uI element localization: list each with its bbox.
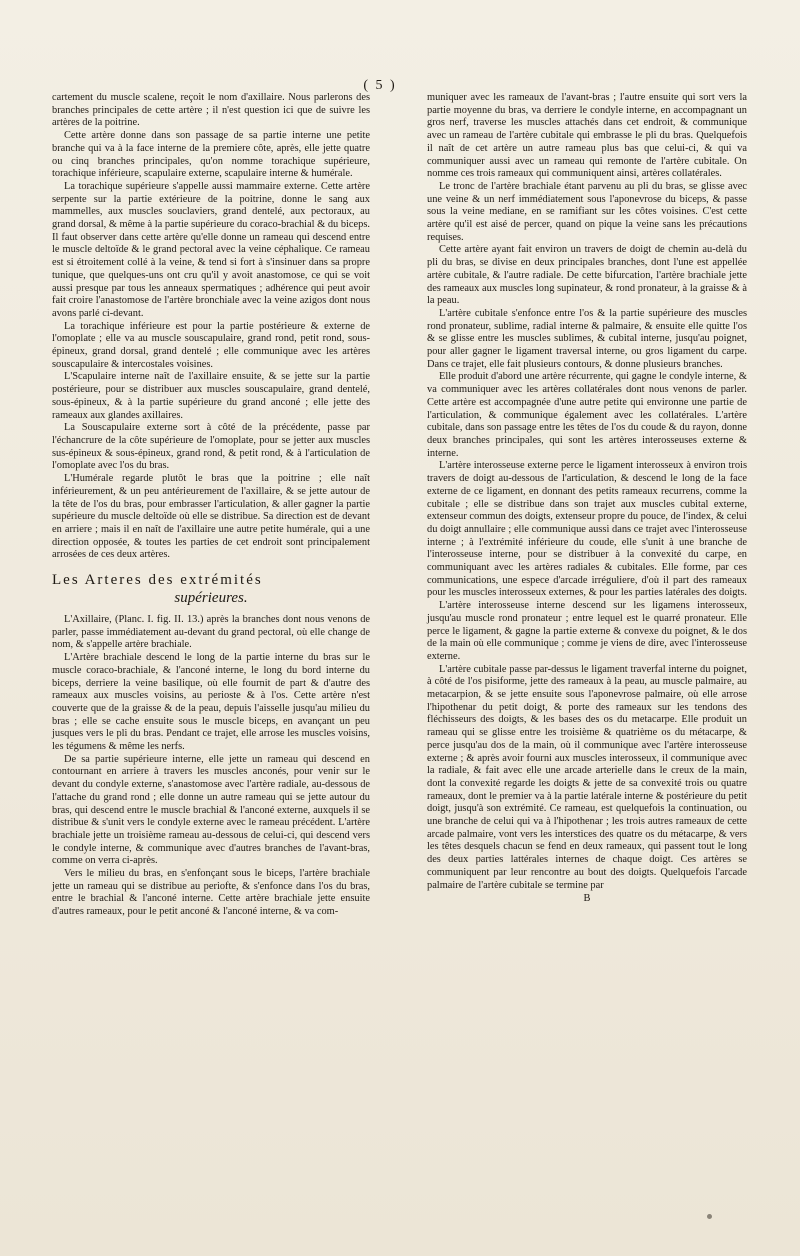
paragraph: muniquer avec les rameaux de l'avant-bras ; l'autre ensuite qui sort vers la partie moyenne du bras, va derriere le condyle interne, en accompagnant un gros nerf, traverse les muscles attachés dans cet endroit, & communique avec un rameau de l'artère cubitale qui embrasse le pli du bras. Quelquefois il naît de cet artère un autre rameau plus bas que celui-ci, & qui va communiquer aussi avec un rameau qui remonte de l'artère cubitale. On nomme ces trois rameaux qui communiquent ainsi, artères collatérales.	[427, 92, 747, 180]
paragraph: La Souscapulaire externe sort à côté de la précédente, passe par l'échancrure de la côte supérieure de l'omoplate, pour se jetter aux muscles sus-épineux & sous-épineux, grand rond, & petit rond, & à l'articulation de l'omoplate avec l'os du bras.	[52, 422, 370, 472]
paragraph: L'Artère brachiale descend le long de la partie interne du bras sur le muscle coraco-brachiale, & l'anconé interne, le long du bord interne du biceps, derriere la veine basilique, où elle fournit de part & d'autre des rameaux aux muscles voisins, au perioste & à l'os. Cette artère n'est couverte que de la graisse & de la peau, depuis l'aisselle jusqu'au milieu du bras ; elle se cache ensuite sous le muscle biceps, en avançant un peu jusques vers le pli du bras. Pendant ce trajet, elle arrose les muscles voisins, les tégumens & même les nerfs.	[52, 652, 370, 753]
paragraph: Cette artère ayant fait environ un travers de doigt de chemin au-delà du pli du bras, se divise en deux principales branches, dont l'une est appellée artère cubitale, & l'autre radiale. De cette bifurcation, l'artère brachiale jette des rameaux aux muscles long supinateur, & rond pronateur, à la graisse & à la peau.	[427, 244, 747, 307]
paragraph: Vers le milieu du bras, en s'enfonçant sous le biceps, l'artère brachiale jette un rameau qui se distribue au periofte, & s'enfonce dans l'os du bras, entre le brachial & l'anconé interne. Cette artère brachiale jette ensuite d'autres rameaux, pour le petit anconé & l'anconé interne, & va com-	[52, 868, 370, 918]
paragraph: De sa partie supérieure interne, elle jette un rameau qui descend en contournant en arriere à travers les muscles anconés, pour venir sur le devant du condyle externe, s'anastomose avec l'artère radiale, au-dessous de l'attache du grand rond ; elle donne un autre rameau qui se jette autour du bras, qui descend entre le muscle brachial & l'anconé externe, auxquels il se distribue & s'unit vers le condyle externe avec le rameau précédent. L'artère brachiale jette un troisième rameau au-dessous de celui-ci, qui descend vers le condyle interne, & communique avec d'autres branches de l'avant-bras, comme on verra ci-après.	[52, 753, 370, 867]
section-heading: Les Arteres des extrémités	[52, 572, 263, 589]
paragraph: cartement du muscle scalene, reçoit le nom d'axillaire. Nous parlerons des branches principales de cette artère ; il n'est question ici que de suivre les artères de la poitrine.	[52, 92, 370, 129]
paragraph: Cette artère donne dans son passage de sa partie interne une petite branche qui va à la face interne de la premiere côte, après, elle jette quatre ou cinq branches principales, qu'on nomme torachique supérieure, torachique inférieure, scapulaire externe, scapulaire interne & humérale.	[52, 130, 370, 180]
paragraph: L'artère interosseuse interne descend sur les ligamens interosseux, jusqu'au muscle rond pronateur ; entre lequel est le quarré pronateur. Elle perce le ligament, & gagne la partie externe & convexe du poignet, & le dos de la main où elle communique ; comme je viens de dire, avec l'interosseuse externe.	[427, 600, 747, 662]
left-column	[52, 92, 370, 919]
paragraph: L'Scapulaire interne naît de l'axillaire ensuite, & se jette sur la partie postérieure, pour se distribuer aux muscles souscapulaire, grand dentelé, sous-épineux, & à la partie supérieure du grand anconé ; elle jette des rameaux aux glandes axillaires.	[52, 371, 370, 421]
paragraph: L'artère cubitale s'enfonce entre l'os & la partie supérieure des muscles rond pronateur, sublime, radial interne & palmaire, & ensuite elle quitte l'os & se glisse entre les muscles sublimes, & cubital interne, jusqu'au poignet, pour aller gagner le ligament traversal interne, ou gros ligament du carpe. Dans ce trajet, elle fait plusieurs contours, & donne plusieurs branches.	[427, 307, 747, 370]
signature-mark: B	[583, 893, 591, 905]
paragraph: La torachique supérieure s'appelle aussi mammaire externe. Cette artère serpente sur la partie extérieure de la poitrine, donne le sang aux mammelles, aux muscles souclaviers, grand dentelé, aux pectoraux, au grand dorsal, & même à la partie supérieure du coraco-brachial & du biceps. Il faut observer dans cette artère qu'elle donne un rameau qui descend entre le muscle deltoïde & le grand pectoral avec la veine céphalique. Ce rameau est si étroitement collé à la veine, & tend si fort à s'insinuer dans sa propre tunique, que quelques-uns ont cru qu'il y avoit anastomose, ce qui se voit aussi presque par tous les anneaux spermatiques ; adhérence qui peut avoir fait croire l'anastomose de l'artère bronchiale avec la veine azigos dont nous avons parlé ci-devant.	[52, 180, 370, 319]
paragraph: L'artère interosseuse externe perce le ligament interosseux à environ trois travers de doigt au-dessous de l'articulation, & descend le long de la face externe de ce ligament, en donnant des petits rameaux recurrens, comme la cubitale ; elle se distribue dans son trajet aux muscles cubital externe, extenseur commun des doigts, extenseur propre du pouce, de l'index, & celui du doigt annullaire ; elle communique aussi dans ce trajet avec l'interosseuse interne ; à l'extrémité inférieure du coude, elle s'unit à une branche de l'interosseuse interne, pour se distribuer à la convexité du carpe, en communiquant avec les artères radiales & cubitales. Elle forme, par ces communications, une espece d'arcade irréguliere, d'où il part des rameaux pour les muscles interosseux externes, & pour les parties latérales des doigts.	[427, 460, 748, 599]
section-subheading: supérieures.	[174, 590, 248, 607]
right-column	[427, 92, 747, 906]
page-folio: ( 5 )	[363, 78, 397, 93]
paragraph: Elle produit d'abord une artère récurrente, qui gagne le condyle interne, & va communiquer avec les artères collatérales dont nous venons de parler. Cette artère est accompagnée d'une autre petite qui environne une partie de l'articulation, & communique également avec les collatérales. L'artère cubitale, dans son passage entre les têtes de l'os du coude & du rayon, donne deux branches principales, qui sont les artères interosseuses externe & interne.	[427, 371, 747, 459]
paragraph: Le tronc de l'artère brachiale étant parvenu au pli du bras, se glisse avec une veine & un nerf immédiatement sous l'aponevrose du biceps, & passe sous la veine mediane, en se ramifiant sur les côtes voisines. C'est cette artère qu'il est aisé de percer, quand on pique la veine sans les précautions requises.	[427, 180, 747, 243]
paragraph: L'Humérale regarde plutôt le bras que la poitrine ; elle naît inférieurement, & un peu antérieurement de l'axillaire, & se jette autour de la tête de l'os du bras, pour embrasser l'articulation, & aller gagner la partie supérieure du muscle deltoïde où elle se distribue. Sa direction est de devant en arriere ; mais il en naît de l'axillaire une autre petite humérale, qui a une direction opposée, & toutes les parties de cet endroit sont principalement arrosées de ces deux artères.	[52, 473, 370, 561]
paragraph: L'artère cubitale passe par-dessus le ligament traverfal interne du poignet, à côté de l'os pisiforme, jette des rameaux à la peau, au muscle palmaire, au metacarpion, & se jette ensuite sous l'aponevrose palmaire, où elle arrose l'hipothenar du petit doigt, & porte des rameaux sur les tendons des fléchisseurs des doigts, & les bases des os du metacarpe. Elle produit un rameau qui se glisse entre les troisième & quatrième os du métacarpe, & perce jusqu'au dos de la main, où il communique avec l'artère interosseuse externe ; & après avoir fourni aux muscles interosseux, il communique avec la radiale, & fait avec elle une arcade arterielle dans le creux de la main, dont la convexité regarde les doigts & jette de sa convexité trois ou quatre rameaux, dont le premier va à la partie latérale interne & postérieure du petit doigt, jusqu'à son extrémité. Ce rameau, est quelquefois la continuation, ou une branche de celui qui va à l'hipothenar ; les trois autres rameaux de cette arcade palmaire, vont vers les interstices des quatre os du métacarpe, & vers les têtes desquels chacun se fend en deux rameaux, qui passent tout le long des deux parties lattérales internes de chaque doigt. Ces artères se communiquent par leur rencontre au bout des doigts. Quelquefois l'arcade palmaire de l'artère cubitale se termine par	[427, 663, 747, 891]
ink-spot	[707, 1214, 712, 1219]
paragraph: L'Axillaire, (Planc. I. fig. II. 13.) après la branches dont nous venons de parler, passe immédiatement au-devant du grand pectoral, où elle change de nom, & s'appelle artère brachiale.	[52, 614, 370, 651]
paragraph: La torachique inférieure est pour la partie postérieure & externe de l'omoplate ; elle va au muscle souscapulaire, grand rond, petit rond, sous-épineux, grand dorsal, grand dentelé ; elle communique avec les artères souscapulaire & intercostales voisines.	[52, 320, 370, 370]
